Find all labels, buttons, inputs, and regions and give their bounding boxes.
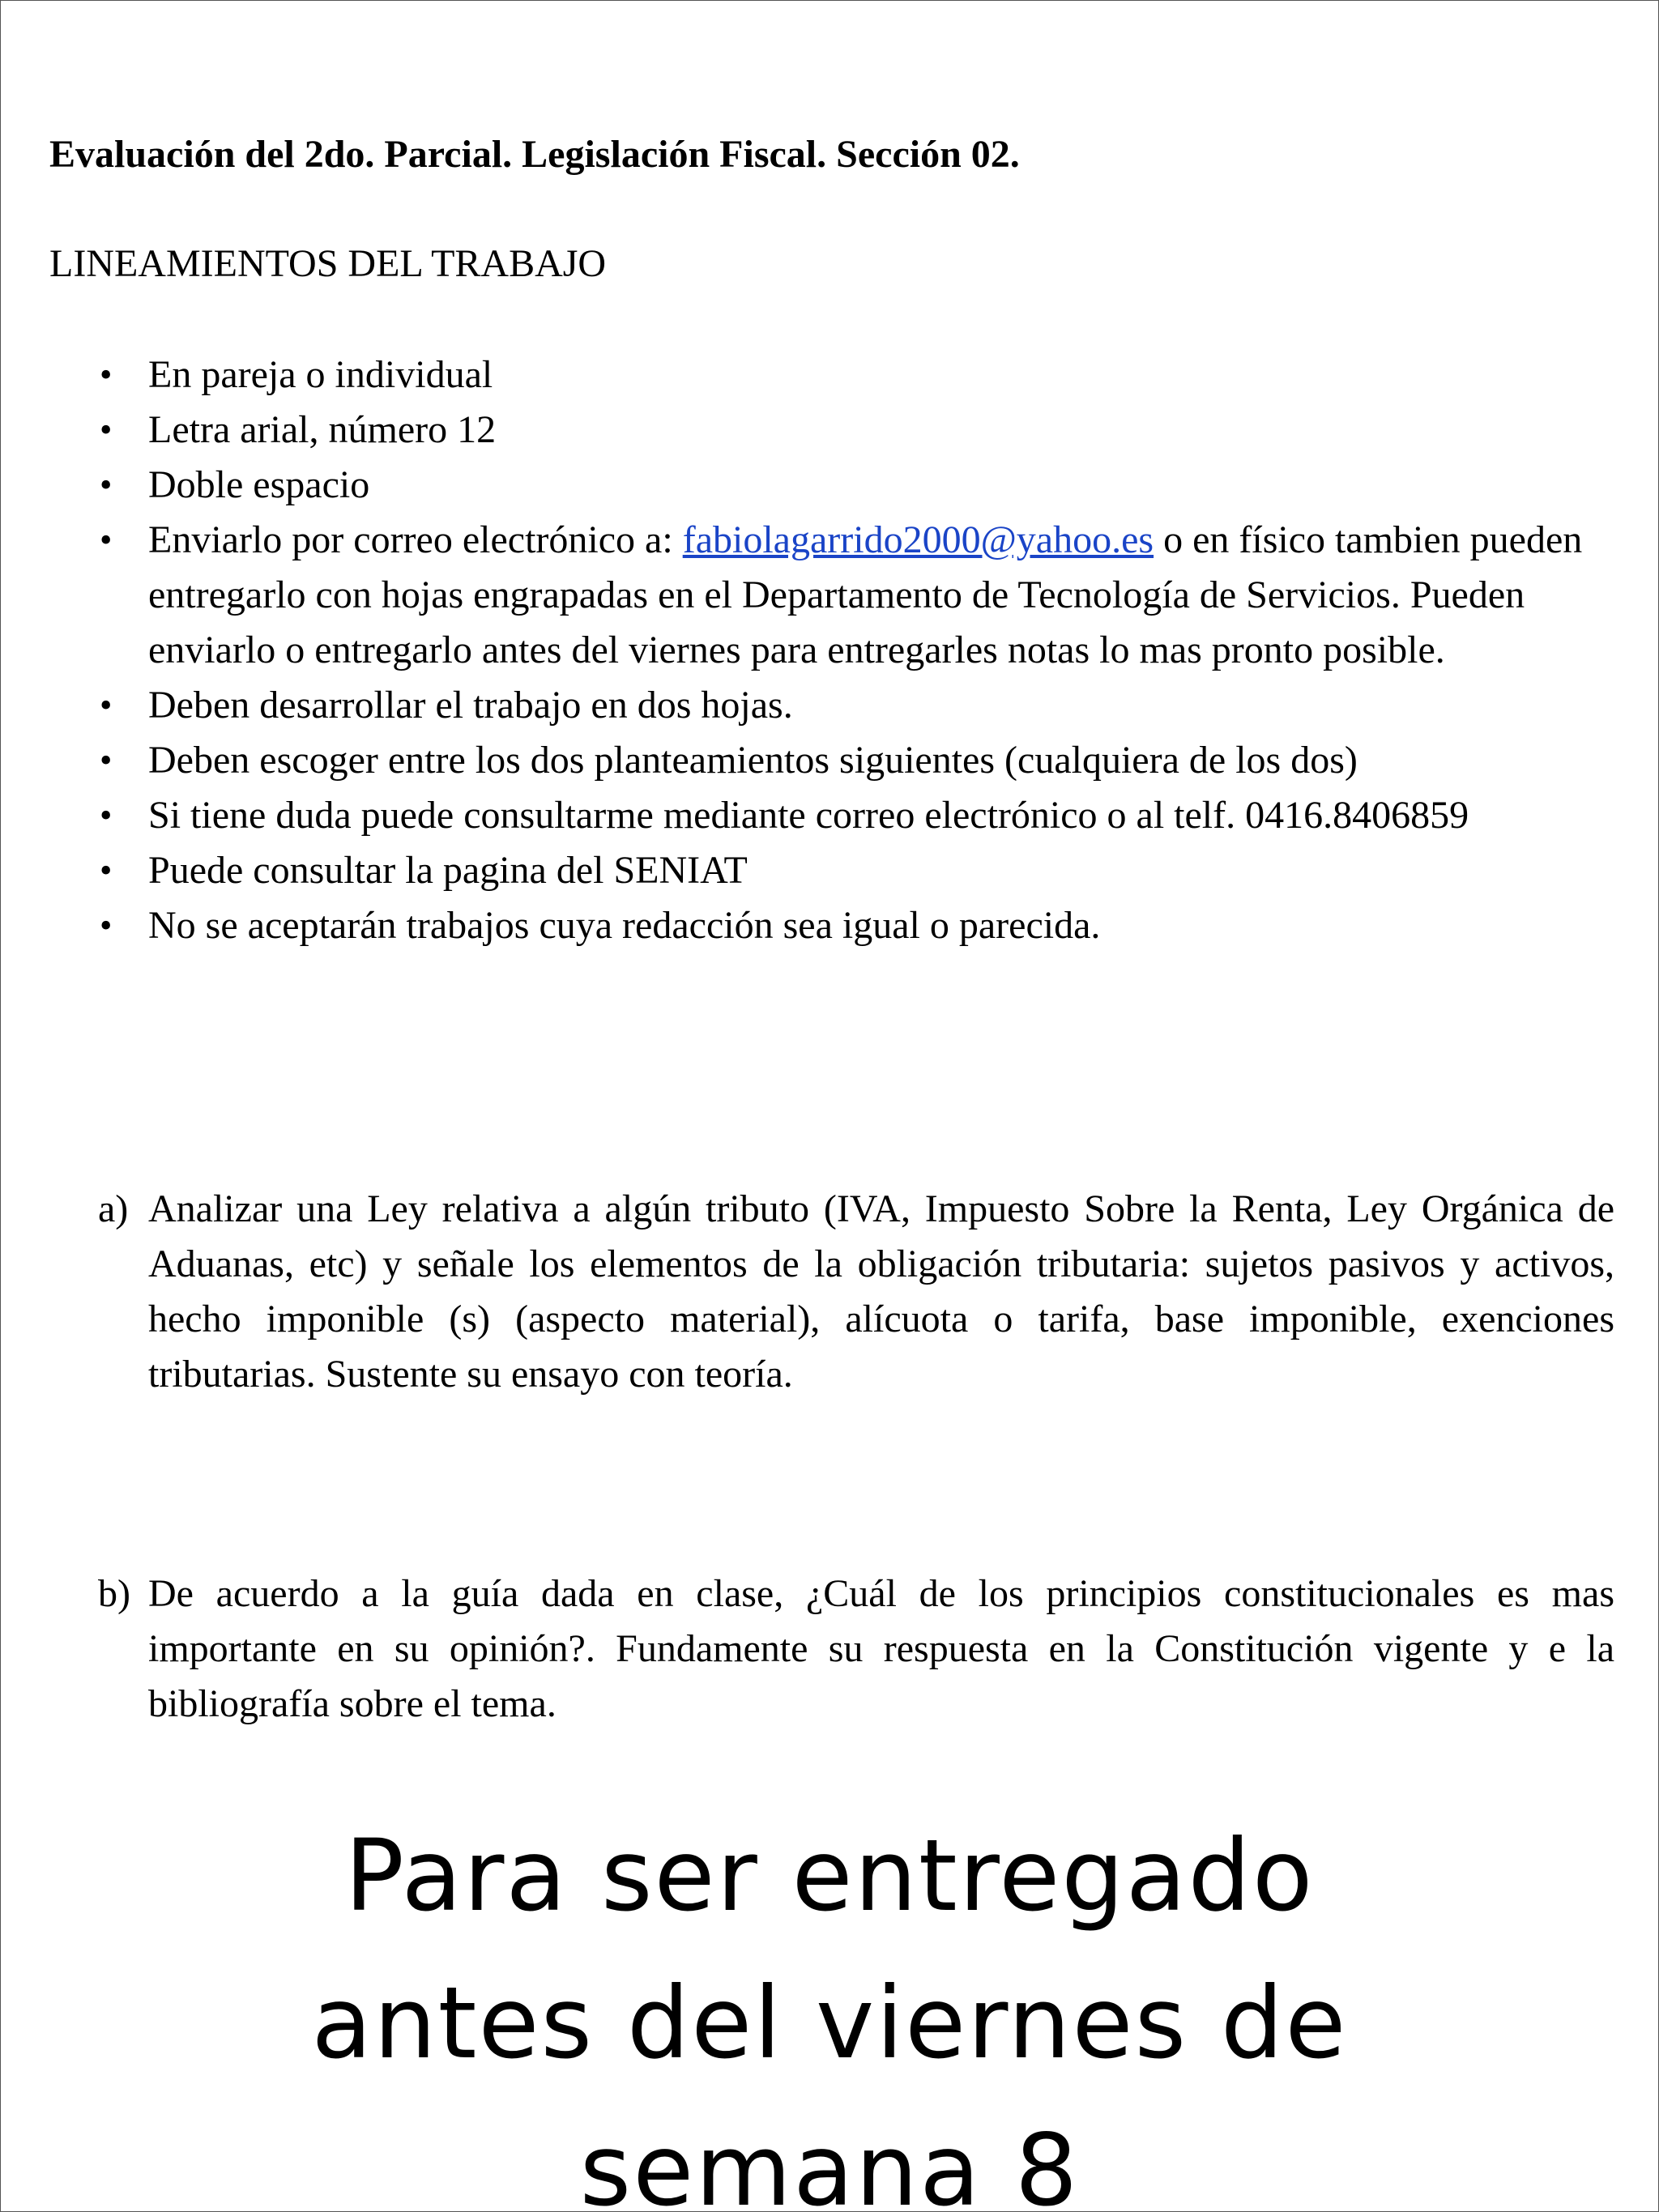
list-item xyxy=(49,347,1629,403)
deadline-notice xyxy=(1,1802,1658,2212)
email-item-prefix: Enviarlo por correo electrónico a: xyxy=(148,518,683,561)
guidelines-list xyxy=(49,347,1629,953)
guideline-text: No se aceptarán trabajos cuya redacción sea igual o parecida. xyxy=(148,904,1101,947)
list-item xyxy=(49,458,1629,513)
deadline-line: antes del viernes de xyxy=(311,1966,1348,2081)
guideline-text: Si tiene duda puede consultarme mediante correo electrónico o al telf. 0416.8406859 xyxy=(148,794,1469,837)
list-item xyxy=(49,513,1629,678)
bullet-icon: • xyxy=(100,795,113,835)
task-marker: a) xyxy=(98,1187,129,1230)
guidelines-heading: LINEAMIENTOS DEL TRABAJO xyxy=(49,242,607,285)
bullet-icon: • xyxy=(100,465,113,505)
guideline-text: Puede consultar la pagina del SENIAT xyxy=(148,849,748,892)
bullet-icon: • xyxy=(100,850,113,890)
email-link[interactable]: fabiolagarrido2000@yahoo.es xyxy=(682,518,1154,561)
guideline-text: En pareja o individual xyxy=(148,353,493,396)
bullet-icon: • xyxy=(100,410,113,450)
bullet-icon: • xyxy=(100,355,113,394)
list-item xyxy=(49,733,1629,788)
bullet-icon: • xyxy=(100,740,113,780)
list-item xyxy=(49,788,1629,843)
list-item xyxy=(49,678,1629,733)
guideline-text: Letra arial, número 12 xyxy=(148,408,497,451)
email-item-suffix: o en físico tambien pueden entregarlo con hojas engrapadas en el Departamento de Tecnología de Servicios. Pueden enviarlo o entregarlo antes del viernes para entregarles notas lo mas pronto posible. xyxy=(148,518,1583,671)
deadline-line: semana 8 xyxy=(579,2113,1080,2212)
deadline-line: Para ser entregado xyxy=(344,1818,1315,1933)
list-item xyxy=(49,843,1629,898)
bullet-icon: • xyxy=(100,520,113,560)
list-item xyxy=(49,403,1629,458)
task-option-a xyxy=(98,1182,1614,1402)
guideline-text: Deben escoger entre los dos planteamientos siguientes (cualquiera de los dos) xyxy=(148,739,1358,782)
task-marker: b) xyxy=(98,1572,130,1615)
task-option-b xyxy=(98,1566,1614,1732)
guideline-text: Deben desarrollar el trabajo en dos hojas. xyxy=(148,684,793,727)
task-text: De acuerdo a la guía dada en clase, ¿Cuál de los principios constitucionales es mas importante en su opinión?. Fundamente su respuesta en la Constitución vigente y e la bibliografía sobre el tema. xyxy=(148,1572,1614,1725)
task-text: Analizar una Ley relativa a algún tributo (IVA, Impuesto Sobre la Renta, Ley Orgánica de Aduanas, etc) y señale los elementos de la obligación tributaria: sujetos pasivos y activos, hecho imponible (s) (aspecto material), alícuota o tarifa, base imponible, exenciones tributarias. Sustente su ensayo con teoría. xyxy=(148,1187,1614,1396)
document-title: Evaluación del 2do. Parcial. Legislación Fiscal. Sección 02. xyxy=(49,133,1020,176)
bullet-icon: • xyxy=(100,906,113,945)
guideline-text: Doble espacio xyxy=(148,463,370,506)
bullet-icon: • xyxy=(100,685,113,725)
list-item xyxy=(49,898,1629,953)
